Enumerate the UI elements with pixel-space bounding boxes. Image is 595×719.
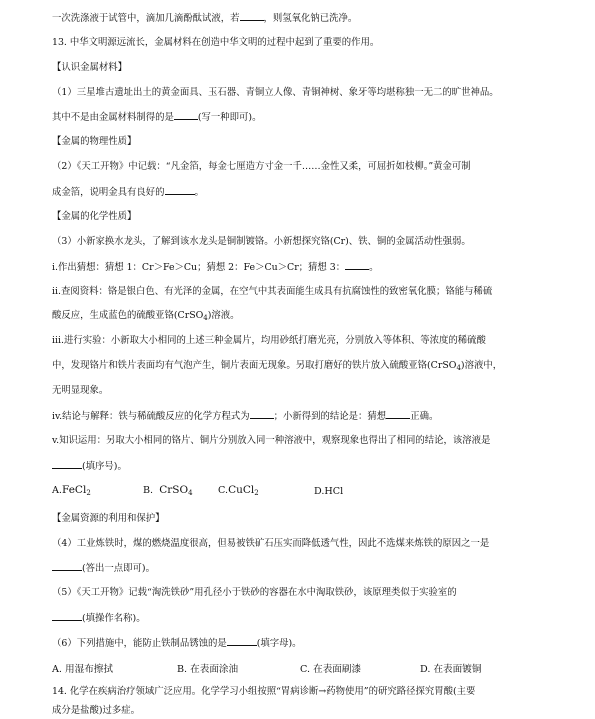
answer-blank[interactable]: [345, 260, 369, 270]
text-line: 成金箔，说明金具有良好的 。: [52, 187, 204, 198]
section-heading: 【金属的物理性质】: [52, 136, 137, 147]
text-line: v.知识运用：另取大小相同的铬片、铜片分别放入同一种溶液中，观察现象也得出了相同的结论，该溶液是: [52, 435, 491, 446]
text-line: [52, 11, 565, 25]
answer-blank[interactable]: [174, 110, 198, 120]
text-line: iv.结论与解释：铁与稀硫酸反应的化学方程式为 ；小新得到的结论是：猜想 正确。: [52, 411, 439, 422]
text-line: （1）三星堆古遗址出土的黄金面具、玉石器、青铜立人像、青铜神树、象牙等均堪称独一无二的旷世神品。: [52, 87, 499, 98]
question-14-heading: 14. 化学在疾病治疗领域广泛应用。化学学习小组按照“胃病诊断→药物使用”的研究路径探究胃酸(主要: [52, 686, 476, 697]
answer-blank[interactable]: [52, 611, 82, 621]
option-c[interactable]: C.CuCl$_2$: [218, 484, 259, 497]
option-c[interactable]: C. 在表面刷漆: [300, 664, 362, 675]
text-line: (填序号)。: [52, 459, 565, 473]
text-line: i.作出猜想：猜想 1：Cr＞Fe＞Cu；猜想 2：Fe＞Cu＞Cr；猜想 3： 。: [52, 262, 379, 273]
answer-blank[interactable]: [240, 11, 264, 21]
line-text: 一次洗涤液于试管中，滴加几滴酚酞试液，若: [52, 13, 240, 24]
option-a[interactable]: A.FeCl$_2$: [52, 484, 91, 497]
text-line: 酸反应，生成蓝色的硫酸亚铬(CrSO$_4$)溶液。: [52, 310, 240, 322]
answer-blank[interactable]: [52, 561, 82, 571]
text-line: 中，发现铬片和铁片表面均有气泡产生，铜片表面无现象。另取打磨好的铁片放入硫酸亚铬(CrSO$_4$)溶液中，: [52, 360, 503, 372]
section-heading: 【金属资源的利用和保护】: [52, 513, 165, 524]
section-heading: 【认识金属材料】: [52, 62, 128, 73]
line-text: ，则氢氧化钠已洗净。: [263, 13, 358, 24]
text-line: ii.查阅资料：铬是银白色、有光泽的金属，在空气中其表面能生成具有抗腐蚀性的致密氧化膜；铬能与稀硫: [52, 286, 493, 297]
answer-blank[interactable]: [227, 636, 257, 646]
text-line: （3）小新家换水龙头，了解到该水龙头是铜制镀铬。小新想探究铬(Cr)、铁、铜的金属活动性强弱。: [52, 236, 471, 247]
text-line: （2）《天工开物》中记载：“凡金箔，每金七厘造方寸金一千……金性又柔，可屈折如枝柳。”黄金可制: [52, 161, 471, 172]
text-line: （6）下列措施中，能防止铁制品锈蚀的是 (填字母)。: [52, 638, 302, 649]
text-line: 其中不是由金属材料制得的是 (写一种即可)。: [52, 112, 262, 123]
text-line: 成分是盐酸)过多症。: [52, 705, 141, 716]
answer-blank[interactable]: [165, 185, 195, 195]
option-d[interactable]: D.HCl: [314, 486, 344, 497]
option-b[interactable]: B. CrSO$_4$: [143, 484, 193, 497]
text-line: iii.进行实验：小新取大小相同的上述三种金属片，均用砂纸打磨光亮，分别放入等体积、等浓度的稀硫酸: [52, 335, 486, 346]
answer-blank[interactable]: [52, 459, 82, 469]
question-13-heading: 13. 中华文明源远流长，金属材料在创造中华文明的过程中起到了重要的作用。: [52, 37, 380, 48]
option-a[interactable]: A. 用湿布擦拭: [52, 664, 113, 675]
text-line: (答出一点即可)。: [52, 561, 565, 575]
option-b[interactable]: B. 在表面涂油: [177, 664, 239, 675]
text-line: （5）《天工开物》记载“淘洗铁砂”用孔径小于铁砂的容器在水中淘取铁砂，该原理类似于实验室的: [52, 587, 457, 598]
text-line: (填操作名称)。: [52, 611, 565, 625]
answer-blank[interactable]: [250, 409, 274, 419]
answer-blank[interactable]: [386, 409, 410, 419]
text-line: 无明显现象。: [52, 385, 109, 396]
option-d[interactable]: D. 在表面镀铜: [420, 664, 482, 675]
section-heading: 【金属的化学性质】: [52, 211, 137, 222]
text-line: （4）工业炼铁时，煤的燃烧温度很高，但易被铁矿石压实而降低透气性，因此不选煤来炼铁的原因之一是: [52, 538, 490, 549]
